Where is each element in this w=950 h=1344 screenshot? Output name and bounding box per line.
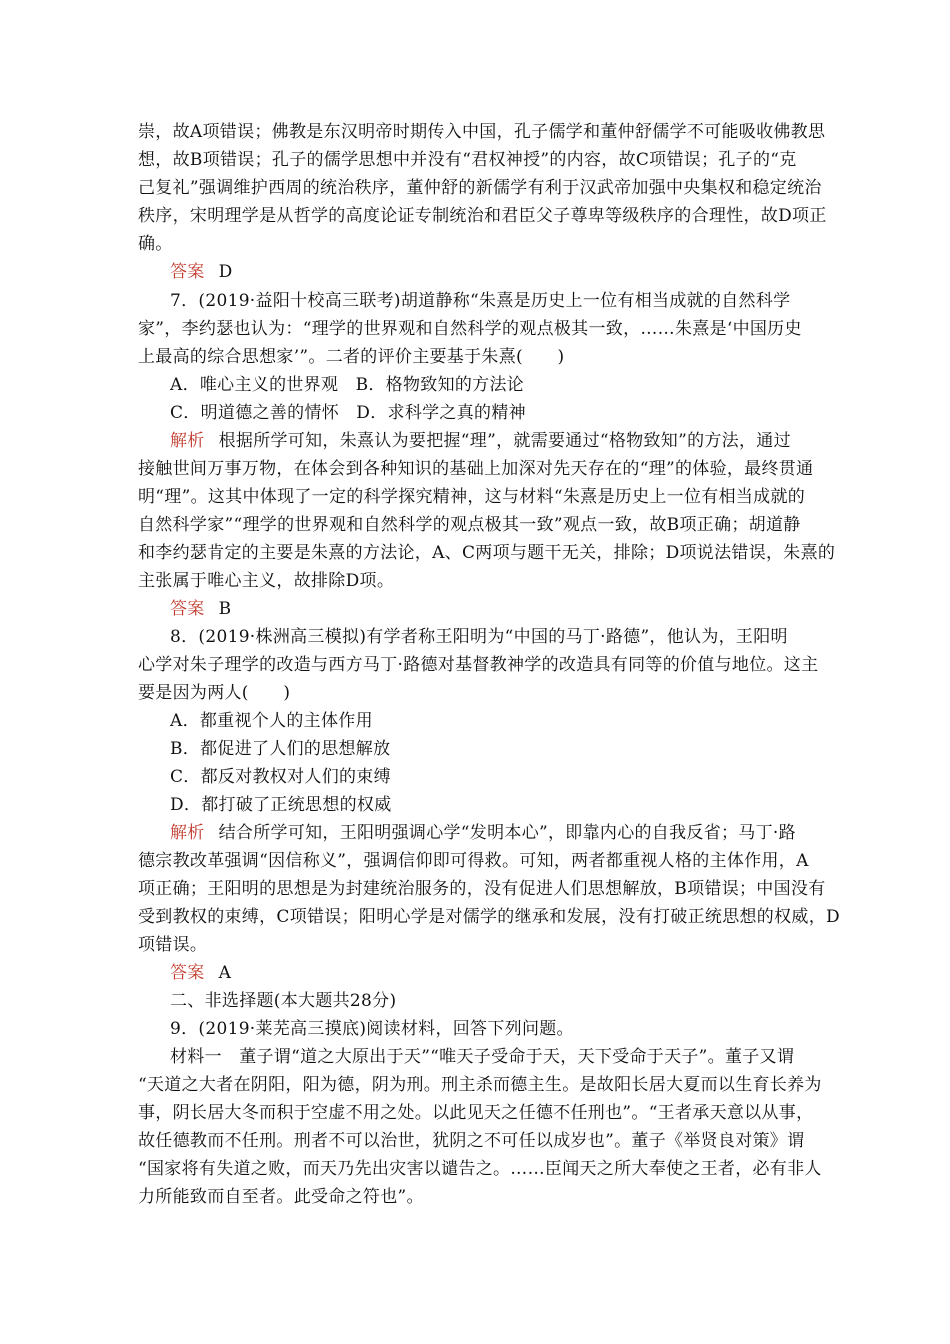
option-line: C．明道德之善的情怀 D．求科学之真的精神 [170,403,526,423]
analysis-label: 解析 [170,823,205,843]
question-stem: 家”，李约瑟也认为：“理学的世界观和自然科学的观点极其一致，……朱熹是‘中国历史 [138,319,802,339]
answer-value: D [218,262,233,282]
option-line: C．都反对教权对人们的束缚 [170,767,391,787]
section-heading: 二、非选择题(本大题共28分) [170,991,397,1011]
analysis-line: 和李约瑟肯定的主要是朱熹的方法论，A、C两项与题干无关，排除；D项说法错误，朱熹的 [138,543,836,563]
answer-label: 答案 [170,963,205,983]
answer-line [170,962,231,984]
material-line: 力所能致而自至者。此受命之符也”。 [138,1187,424,1207]
analysis-line: 项错误。 [138,935,208,955]
material-line: 故任德教而不任刑。刑者不可以治世，犹阴之不可任以成岁也”。董子《举贤良对策》谓 [138,1131,805,1151]
question-stem: 9．(2019·莱芜高三摸底)阅读材料，回答下列问题。 [170,1019,574,1039]
text-line: 想，故B项错误；孔子的儒学思想中并没有“君权神授”的内容，故C项错误；孔子的“克 [138,150,797,170]
question-stem: 心学对朱子理学的改造与西方马丁·路德对基督教神学的改造具有同等的价值与地位。这主 [138,655,819,675]
text-line: 崇，故A项错误；佛教是东汉明帝时期传入中国，孔子儒学和董仲舒儒学不可能吸收佛教思 [138,122,826,142]
analysis-line [170,430,791,452]
analysis-line: 受到教权的束缚，C项错误；阳明心学是对儒学的继承和发展，没有打破正统思想的权威，D [138,907,840,927]
analysis-line: 接触世间万事万物，在体会到各种知识的基础上加深对先天存在的“理”的体验，最终贯通 [138,459,814,479]
option-line: B．都促进了人们的思想解放 [170,739,391,759]
answer-label: 答案 [170,262,205,282]
text-line: 确。 [138,234,173,254]
text-line: 秩序，宋明理学是从哲学的高度论证专制统治和君臣父子尊卑等级秩序的合理性，故D项正 [138,206,827,226]
material-line: “国家将有失道之败，而天乃先出灾害以谴告之。……臣闻天之所大奉使之王者，必有非人 [138,1159,822,1179]
material-line: 事，阴长居大冬而积于空虚不用之处。以此见天之任德不任刑也”。“王者承天意以从事， [138,1103,814,1123]
question-stem: 要是因为两人( ) [138,683,291,703]
answer-line [170,598,231,620]
analysis-line: 明“理”。这其中体现了一定的科学探究精神，这与材料“朱熹是历史上一位有相当成就的 [138,487,806,507]
question-stem: 上最高的综合思想家’”。二者的评价主要基于朱熹( ) [138,347,565,367]
analysis-line: 主张属于唯心主义，故排除D项。 [138,571,395,591]
analysis-line: 德宗教改革强调“因信称义”，强调信仰即可得救。可知，两者都重视人格的主体作用，A [138,851,809,871]
analysis-text: 结合所学可知，王阳明强调心学“发明本心”，即靠内心的自我反省；马丁·路 [218,823,796,843]
question-stem: 8．(2019·株洲高三模拟)有学者称王阳明为“中国的马丁·路德”，他认为，王阳明 [170,627,788,647]
answer-value: B [218,599,232,619]
answer-value: A [218,963,232,983]
material-line: “天道之大者在阴阳，阳为德，阴为刑。刑主杀而德主生。是故阳长居大夏而以生育长养为 [138,1075,822,1095]
analysis-line: 项正确；王阳明的思想是为封建统治服务的，没有促进人们思想解放，B项错误；中国没有 [138,879,826,899]
option-line: A．都重视个人的主体作用 [170,711,373,731]
answer-label: 答案 [170,599,205,619]
analysis-text: 根据所学可知，朱熹认为要把握“理”，就需要通过“格物致知”的方法，通过 [218,431,791,451]
analysis-label: 解析 [170,431,205,451]
analysis-line [170,822,796,844]
material-line: 材料一 董子谓“道之大原出于天”“唯天子受命于天，天下受命于天子”。董子又谓 [170,1047,795,1067]
text-line: 己复礼”强调维护西周的统治秩序，董仲舒的新儒学有利于汉武帝加强中央集权和稳定统治 [138,178,822,198]
option-line: D．都打破了正统思想的权威 [170,795,392,815]
question-stem: 7．(2019·益阳十校高三联考)胡道静称“朱熹是历史上一位有相当成就的自然科学 [170,291,791,311]
option-line: A．唯心主义的世界观 B．格物致知的方法论 [170,375,525,395]
analysis-line: 自然科学家”“理学的世界观和自然科学的观点极其一致”观点一致，故B项正确；胡道静 [138,515,801,535]
answer-line [170,261,233,283]
